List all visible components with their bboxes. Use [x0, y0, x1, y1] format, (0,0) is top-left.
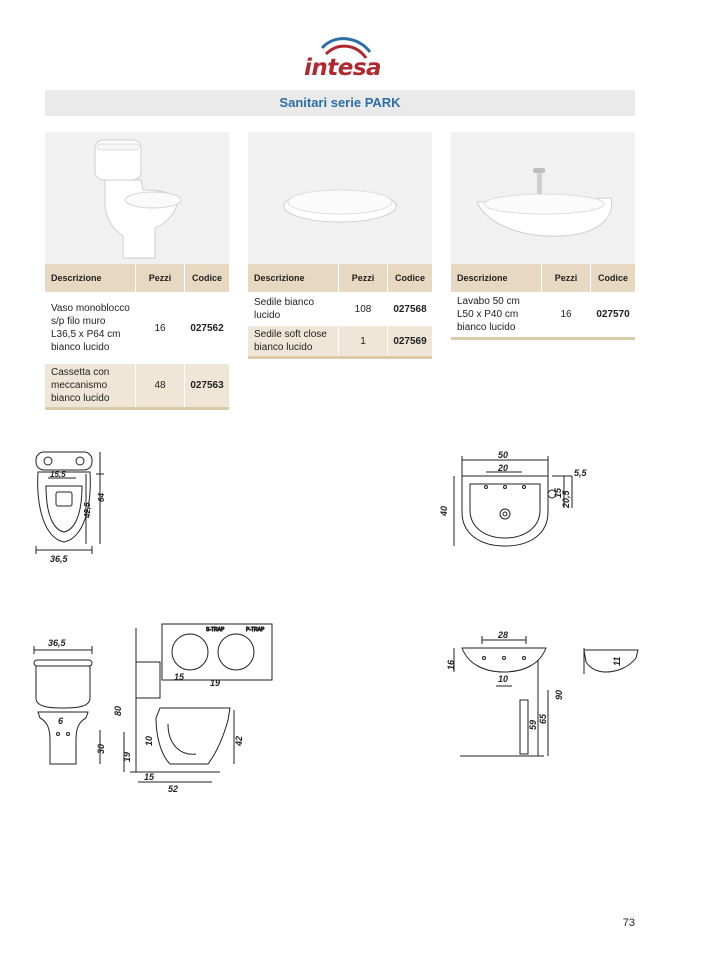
dim-label: 36,5 — [48, 638, 66, 648]
header-pieces: Pezzi — [136, 264, 185, 292]
toilet-photo — [45, 132, 229, 264]
strap-label: S-TRAP — [206, 627, 225, 633]
product-table-washbasin — [451, 264, 635, 340]
product-code: 027570 — [591, 292, 636, 338]
header-code: Codice — [388, 264, 433, 292]
header-code: Codice — [591, 264, 636, 292]
dim-label: 10 — [498, 674, 509, 684]
dim-label: 20,5 — [561, 490, 571, 508]
dim-label: 19 — [122, 751, 132, 762]
seat-photo — [248, 132, 432, 264]
dim-label: 15 — [144, 772, 155, 782]
brand-name: intesa — [304, 55, 382, 81]
dim-label: 5,5 — [574, 468, 587, 478]
page-number: 73 — [622, 917, 635, 929]
dim-label: 15 — [553, 487, 563, 498]
table-row — [248, 326, 432, 358]
dim-label: 28 — [498, 630, 509, 640]
dim-label: 40 — [439, 505, 449, 516]
dim-label: 80 — [113, 705, 123, 716]
toilet-image — [45, 132, 229, 264]
product-pieces: 48 — [136, 364, 185, 409]
product-table-seat — [248, 264, 432, 359]
dim-label: 36,5 — [50, 554, 68, 564]
product-description: Vaso monoblocco s/p filo muro L36,5 x P64 cm bianco lucido — [51, 303, 130, 353]
header-pieces: Pezzi — [339, 264, 388, 292]
page-title: Sanitari serie PARK — [279, 95, 401, 110]
product-pieces: 108 — [339, 292, 388, 326]
dim-label: 15,5 — [50, 470, 66, 479]
table-row — [45, 292, 229, 364]
brand-logo — [300, 36, 390, 86]
dim-label: 30 — [96, 743, 106, 754]
dim-label: 42,5 — [83, 502, 92, 518]
dim-label: 65 — [538, 713, 548, 724]
product-pieces: 1 — [339, 326, 388, 358]
dim-label: 64 — [97, 493, 106, 502]
header-description: Descrizione — [45, 264, 136, 292]
toilet-side-drawing — [110, 622, 280, 802]
dim-label: 11 — [612, 656, 622, 666]
header-pieces: Pezzi — [542, 264, 591, 292]
dim-label: 59 — [528, 719, 538, 730]
seat-image — [248, 132, 432, 264]
dim-label: 10 — [144, 735, 154, 746]
toilet-top-drawing — [28, 446, 118, 566]
product-pieces: 16 — [542, 292, 591, 338]
table-row — [451, 292, 635, 338]
dim-label: 50 — [498, 450, 509, 460]
product-code: 027563 — [185, 364, 230, 409]
washbasin-image — [451, 132, 635, 264]
basin-front-drawing — [440, 630, 650, 760]
dim-label: 20 — [498, 463, 509, 473]
washbasin-photo — [451, 132, 635, 264]
product-code: 027568 — [388, 292, 433, 326]
table-row — [248, 292, 432, 326]
product-table-toilet — [45, 264, 229, 410]
title-bar — [45, 90, 635, 116]
product-description: Cassetta con meccanismo bianco lucido — [45, 364, 136, 409]
product-description: Lavabo 50 cm L50 x P40 cm bianco lucido — [451, 292, 542, 338]
dim-label: 6 — [58, 716, 64, 726]
dim-label: 42 — [234, 735, 244, 746]
dim-label: 19 — [210, 678, 221, 688]
dim-label: 52 — [168, 784, 179, 794]
product-code: 027569 — [388, 326, 433, 358]
product-description: Sedile soft close bianco lucido — [248, 326, 339, 358]
header-code: Codice — [185, 264, 230, 292]
basin-top-drawing — [436, 446, 596, 556]
dim-label: 15 — [174, 672, 185, 682]
header-description: Descrizione — [248, 264, 339, 292]
header-description: Descrizione — [451, 264, 542, 292]
ptrap-label: P-TRAP — [246, 627, 265, 633]
product-pieces: 16 — [136, 292, 185, 364]
toilet-front-drawing — [28, 632, 118, 782]
product-code: 027562 — [185, 292, 230, 364]
dim-label: 90 — [554, 689, 564, 700]
dim-label: 16 — [446, 659, 456, 670]
table-row — [45, 364, 229, 409]
product-description: Sedile bianco lucido — [254, 297, 315, 321]
